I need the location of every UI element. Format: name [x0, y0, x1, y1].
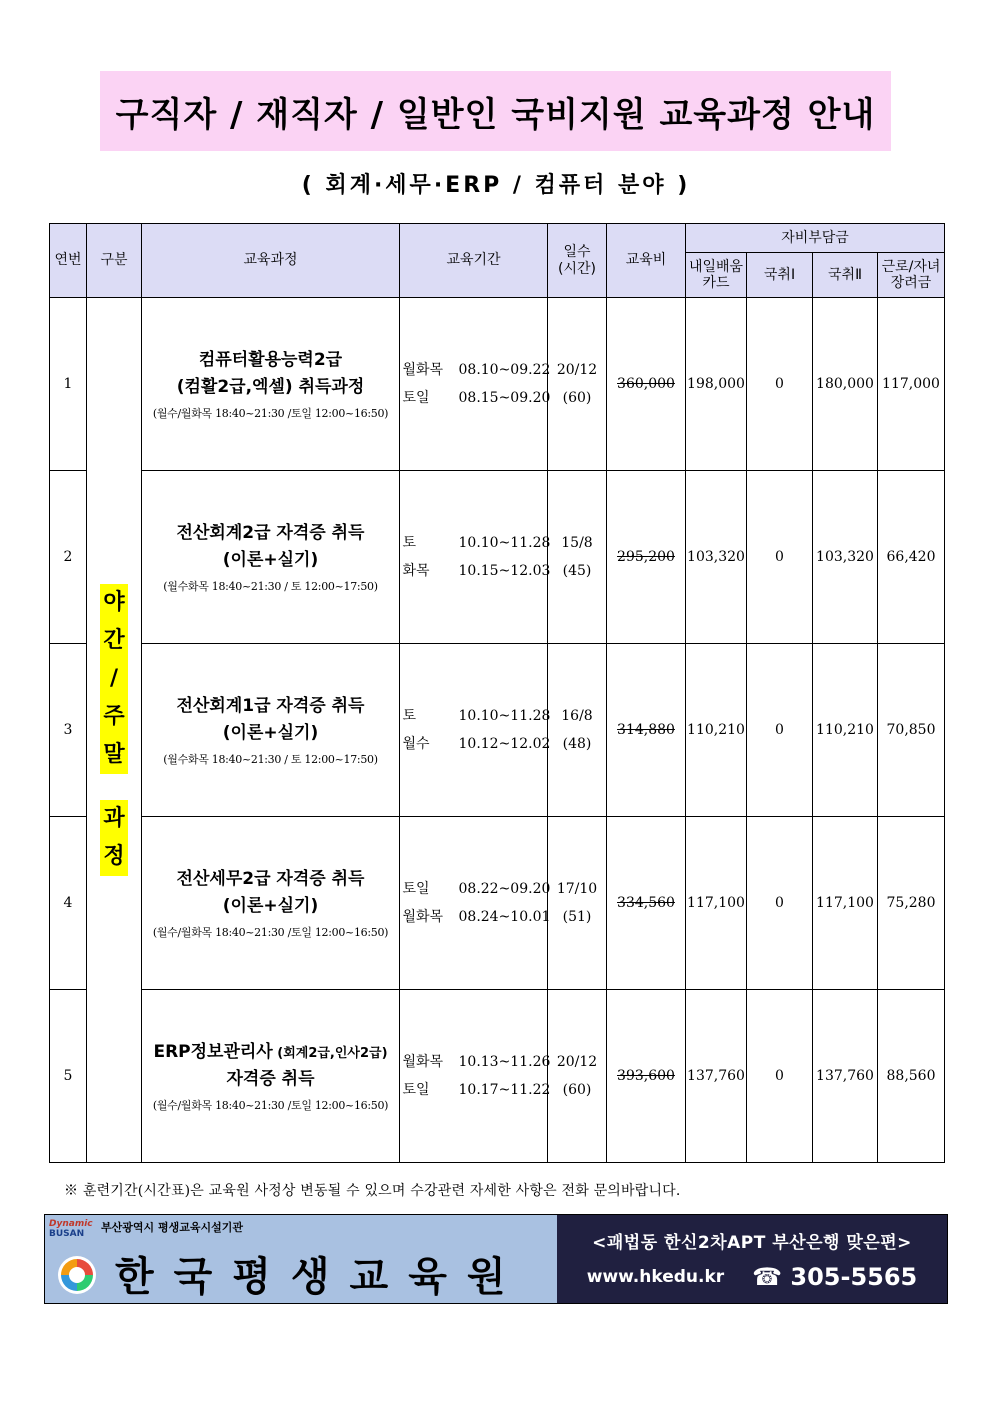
fee-cell — [607, 990, 686, 1163]
period-line — [400, 557, 551, 585]
period-range: 10.12~12.02 — [458, 736, 551, 752]
category-char: 간 — [100, 622, 128, 660]
category-label — [87, 584, 141, 876]
org-type: 부산광역시 평생교육시설기관 — [101, 1221, 243, 1234]
footnote: ※ 훈련기간(시간표)은 교육원 사정상 변동될 수 있으며 수강관련 자세한 사항은 전화 문의바랍니다. — [64, 1183, 681, 1199]
worker-cell: 66,420 — [878, 471, 945, 644]
course-name-line1: 컴퓨터활용능력2급 — [198, 349, 343, 370]
course-name-line1: 전산세무2급 자격증 취득 — [176, 868, 365, 889]
logo-text-dynamic: Dynamic — [49, 1219, 93, 1229]
days-hours-cell — [548, 471, 607, 644]
original-fee: 334,560 — [617, 895, 675, 911]
hour-count: (45) — [562, 563, 592, 579]
row-number: 2 — [50, 471, 87, 644]
row-number: 5 — [50, 990, 87, 1163]
period-days: 토일 — [402, 1082, 430, 1098]
hour-count: (60) — [562, 390, 592, 406]
busan-emblem-icon — [57, 1255, 97, 1295]
days-hours-cell — [548, 644, 607, 817]
original-fee: 314,880 — [617, 722, 675, 738]
period-days: 화목 — [402, 563, 430, 579]
period-days: 월화목 — [402, 909, 444, 925]
gukchwi1-cell: 0 — [747, 471, 813, 644]
header-fee: 교육비 — [607, 224, 686, 298]
contact-line — [587, 1263, 918, 1291]
course-table — [49, 223, 945, 1163]
period-range: 08.10~09.22 — [458, 362, 551, 378]
period-line — [400, 384, 551, 412]
category-char: 야 — [100, 584, 128, 622]
days-hours-cell — [548, 817, 607, 990]
worker-cell: 75,280 — [878, 817, 945, 990]
gukchwi2-cell: 180,000 — [813, 298, 878, 471]
table-row — [50, 298, 945, 471]
day-count: 16/8 — [561, 708, 593, 724]
footer-banner — [44, 1214, 948, 1304]
card-cell: 110,210 — [686, 644, 747, 817]
fee-cell — [607, 644, 686, 817]
header-gukchwi2: 국취Ⅱ — [813, 253, 878, 298]
period-range: 10.15~12.03 — [458, 563, 551, 579]
page-subtitle: ( 회계·세무·ERP / 컴퓨터 분야 ) — [301, 173, 691, 198]
period-cell — [400, 817, 551, 990]
period-days: 월화목 — [402, 362, 444, 378]
period-line — [400, 702, 551, 730]
period-range: 10.13~11.26 — [458, 1054, 551, 1070]
header-category: 구분 — [87, 224, 142, 298]
period-line — [400, 1076, 551, 1104]
hour-count: (48) — [562, 736, 592, 752]
course-schedule: (월수/월화목 18:40~21:30 /토일 12:00~16:50) — [152, 926, 389, 940]
course-name-line2: (이론+실기) — [222, 723, 319, 743]
course-name-line1: 전산회계2급 자격증 취득 — [176, 522, 365, 543]
worker-cell: 70,850 — [878, 644, 945, 817]
course-name-line2: (이론+실기) — [222, 896, 319, 916]
fee-cell — [607, 817, 686, 990]
worker-cell: 117,000 — [878, 298, 945, 471]
category-char: 주 — [100, 698, 128, 736]
course-name — [142, 347, 399, 401]
header-self-pay: 자비부담금 — [686, 224, 945, 253]
header-worker: 근로/자녀 장려금 — [878, 253, 945, 298]
row-number: 1 — [50, 298, 87, 471]
course-cell — [142, 817, 400, 990]
day-count: 15/8 — [561, 535, 593, 551]
course-schedule: (월수/월화목 18:40~21:30 /토일 12:00~16:50) — [152, 407, 389, 421]
phone-number[interactable]: ☎ 305-5565 — [752, 1262, 918, 1291]
course-name-line2: 자격증 취득 — [226, 1069, 315, 1089]
period-line — [400, 903, 551, 931]
period-cell — [400, 644, 551, 817]
course-name-line1: 전산회계1급 자격증 취득 — [176, 695, 365, 716]
original-fee: 393,600 — [617, 1068, 675, 1084]
period-days: 토일 — [402, 390, 430, 406]
fee-cell — [607, 298, 686, 471]
header-gukchwi1: 국취Ⅰ — [747, 253, 813, 298]
address: <괘법동 한신2차APT 부산은행 맞은편> — [592, 1232, 912, 1253]
original-fee: 360,000 — [617, 376, 675, 392]
footer-contact-panel — [557, 1215, 947, 1303]
card-cell: 103,320 — [686, 471, 747, 644]
period-line — [400, 875, 551, 903]
row-number: 3 — [50, 644, 87, 817]
period-range: 10.10~11.28 — [458, 708, 551, 724]
logo-text-busan: BUSAN — [49, 1229, 85, 1239]
period-line — [400, 1048, 551, 1076]
course-schedule: (월수/월화목 18:40~21:30 /토일 12:00~16:50) — [152, 1099, 389, 1113]
hour-count: (51) — [562, 909, 592, 925]
day-count: 17/10 — [556, 881, 598, 897]
dynamic-busan-logo — [49, 1219, 97, 1239]
website-link[interactable]: www.hkedu.kr — [586, 1266, 725, 1287]
footer-org-panel — [45, 1215, 557, 1303]
gukchwi1-cell: 0 — [747, 817, 813, 990]
row-number: 4 — [50, 817, 87, 990]
category-cell — [87, 298, 142, 1163]
course-cell — [142, 990, 400, 1163]
period-range: 08.24~10.01 — [458, 909, 551, 925]
course-name-line2: (이론+실기) — [222, 550, 319, 570]
period-line — [400, 356, 551, 384]
gukchwi1-cell: 0 — [747, 644, 813, 817]
course-schedule: (월수화목 18:40~21:30 / 토 12:00~17:50) — [163, 753, 378, 767]
gukchwi2-cell: 137,760 — [813, 990, 878, 1163]
header-no: 연번 — [50, 224, 87, 298]
gukchwi2-cell: 110,210 — [813, 644, 878, 817]
course-name — [142, 520, 399, 574]
card-cell: 137,760 — [686, 990, 747, 1163]
table-row — [50, 990, 945, 1163]
category-char: / — [100, 660, 128, 698]
fee-cell — [607, 471, 686, 644]
course-name-line2: (컴활2급,엑셀) 취득과정 — [176, 377, 365, 397]
hour-count: (60) — [562, 1082, 592, 1098]
gukchwi2-cell: 117,100 — [813, 817, 878, 990]
page-title: 구직자 / 재직자 / 일반인 국비지원 교육과정 안내 — [115, 94, 876, 135]
course-name — [142, 1039, 399, 1093]
card-cell: 198,000 — [686, 298, 747, 471]
period-days: 토 — [402, 535, 417, 551]
org-name: 한국평생교육원 — [115, 1254, 526, 1300]
category-char: 과 — [100, 800, 128, 838]
category-char: 말 — [100, 736, 128, 774]
course-name-line1: ERP정보관리사 — [153, 1041, 273, 1062]
course-cell — [142, 644, 400, 817]
course-schedule: (월수화목 18:40~21:30 / 토 12:00~17:50) — [163, 580, 378, 594]
day-count: 20/12 — [556, 1054, 598, 1070]
days-hours-cell — [548, 990, 607, 1163]
gukchwi1-cell: 0 — [747, 990, 813, 1163]
course-cell — [142, 471, 400, 644]
header-card: 내일배움 카드 — [686, 253, 747, 298]
title-banner — [100, 71, 891, 151]
period-range: 10.17~11.22 — [458, 1082, 551, 1098]
period-range: 08.22~09.20 — [458, 881, 551, 897]
table-row — [50, 471, 945, 644]
table-row — [50, 644, 945, 817]
days-hours-cell — [548, 298, 607, 471]
period-cell — [400, 471, 551, 644]
period-line — [400, 529, 551, 557]
period-days: 월수 — [402, 736, 430, 752]
card-cell: 117,100 — [686, 817, 747, 990]
period-days: 토일 — [402, 881, 430, 897]
course-name-suffix: (회계2급,인사2급) — [272, 1045, 388, 1061]
period-days: 월화목 — [402, 1054, 444, 1070]
day-count: 20/12 — [556, 362, 598, 378]
period-line — [400, 730, 551, 758]
table-row — [50, 817, 945, 990]
course-name — [142, 866, 399, 920]
course-cell — [142, 298, 400, 471]
gukchwi2-cell: 103,320 — [813, 471, 878, 644]
period-cell — [400, 298, 551, 471]
course-name — [142, 693, 399, 747]
period-range: 10.10~11.28 — [458, 535, 551, 551]
original-fee: 295,200 — [617, 549, 675, 565]
period-days: 토 — [402, 708, 417, 724]
header-days: 일수 (시간) — [548, 224, 607, 298]
header-course: 교육과정 — [142, 224, 400, 298]
gukchwi1-cell: 0 — [747, 298, 813, 471]
header-period: 교육기간 — [400, 224, 548, 298]
category-char: 정 — [100, 838, 128, 876]
worker-cell: 88,560 — [878, 990, 945, 1163]
period-cell — [400, 990, 551, 1163]
period-range: 08.15~09.20 — [458, 390, 551, 406]
